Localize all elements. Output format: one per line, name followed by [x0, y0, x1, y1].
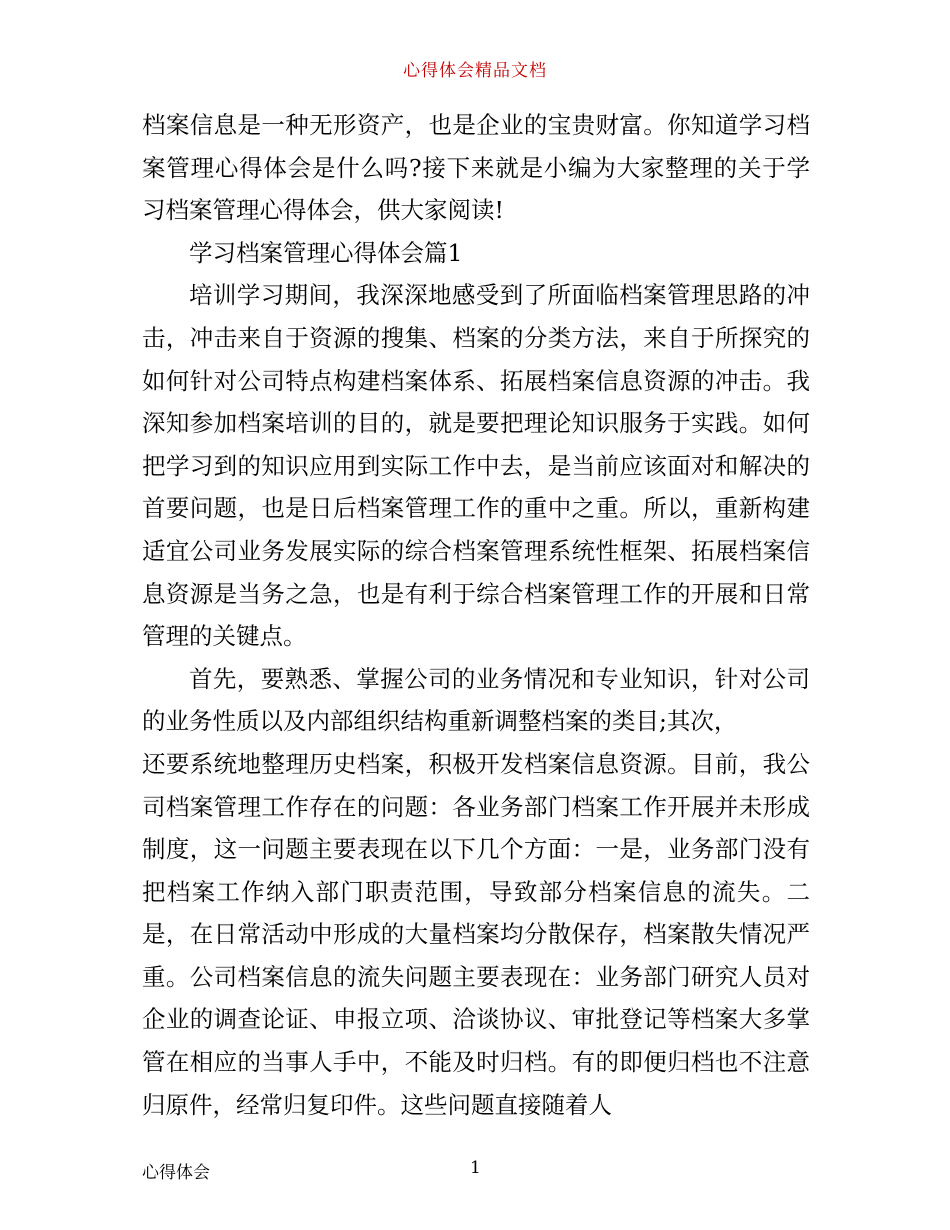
intro-paragraph: 档案信息是一种无形资产，也是企业的宝贵财富。你知道学习档案管理心得体会是什么吗?接下来就是小编为大家整理的关于学习档案管理心得体会，供大家阅读!: [142, 111, 810, 225]
paragraph-2-continued: 还要系统地整理历史档案，积极开发档案信息资源。目前，我公司档案管理工作存在的问题：各业务部门档案工作开展并未形成制度，这一问题主要表现在以下几个方面：一是，业务部门没有把档案工作纳入部门职责范围，导致部分档案信息的流失。二是，在日常活动中形成的大量档案均分散保存，档案散失情况严重。公司档案信息的流失问题主要表现在：业务部门研究人员对企业的调查论证、申报立项、洽谈协议、审批登记等档案大多掌管在相应的当事人手中，不能及时归档。有的即便归档也不注意归原件，经常归复印件。这些问题直接随着人: [142, 749, 810, 1119]
page-header-title: 心得体会精品文档: [403, 61, 547, 81]
paragraph-2-first-line: 首先，要熟悉、掌握公司的业务情况和专业知识，针对公司的业务性质以及内部组织结构重新调整档案的类目;其次，: [142, 664, 810, 736]
footer-label: 心得体会: [142, 1163, 210, 1183]
document-body: [142, 104, 810, 1126]
paragraph-1: 培训学习期间，我深深地感受到了所面临档案管理思路的冲击，冲击来自于资源的搜集、档案的分类方法，来自于所探究的如何针对公司特点构建档案体系、拓展档案信息资源的冲击。我深知参加档案培训的目的，就是要把理论知识服务于实践。如何把学习到的知识应用到实际工作中去，是当前应该面对和解决的首要问题，也是日后档案管理工作的重中之重。所以，重新构建适宜公司业务发展实际的综合档案管理系统性框架、拓展档案信息资源是当务之急，也是有利于综合档案管理工作的开展和日常管理的关键点。: [142, 281, 810, 651]
section-title: 学习档案管理心得体会篇1: [189, 238, 463, 267]
page-number: 1: [470, 1158, 481, 1178]
